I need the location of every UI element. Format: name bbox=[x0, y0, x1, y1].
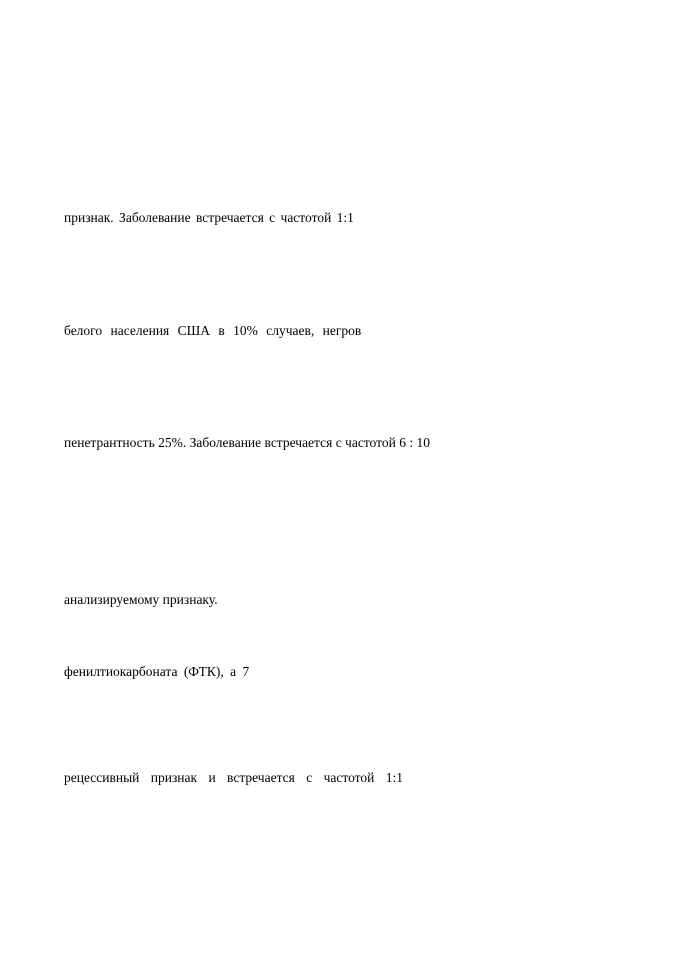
text-line: пенетрантность 25%. Заболевание встречается с частотой 6 : 10 bbox=[64, 435, 430, 450]
text-line: признак. Заболевание встречается с частотой 1:1 bbox=[64, 210, 354, 225]
text-line: фенилтиокарбоната (ФТК), а 7 bbox=[64, 664, 250, 679]
text-line: анализируемому признаку. bbox=[64, 592, 218, 607]
text-line: рецессивный признак и встречается с частотой 1:1 bbox=[64, 770, 403, 785]
text-line: белого населения США в 10% случаев, негров bbox=[64, 323, 362, 338]
